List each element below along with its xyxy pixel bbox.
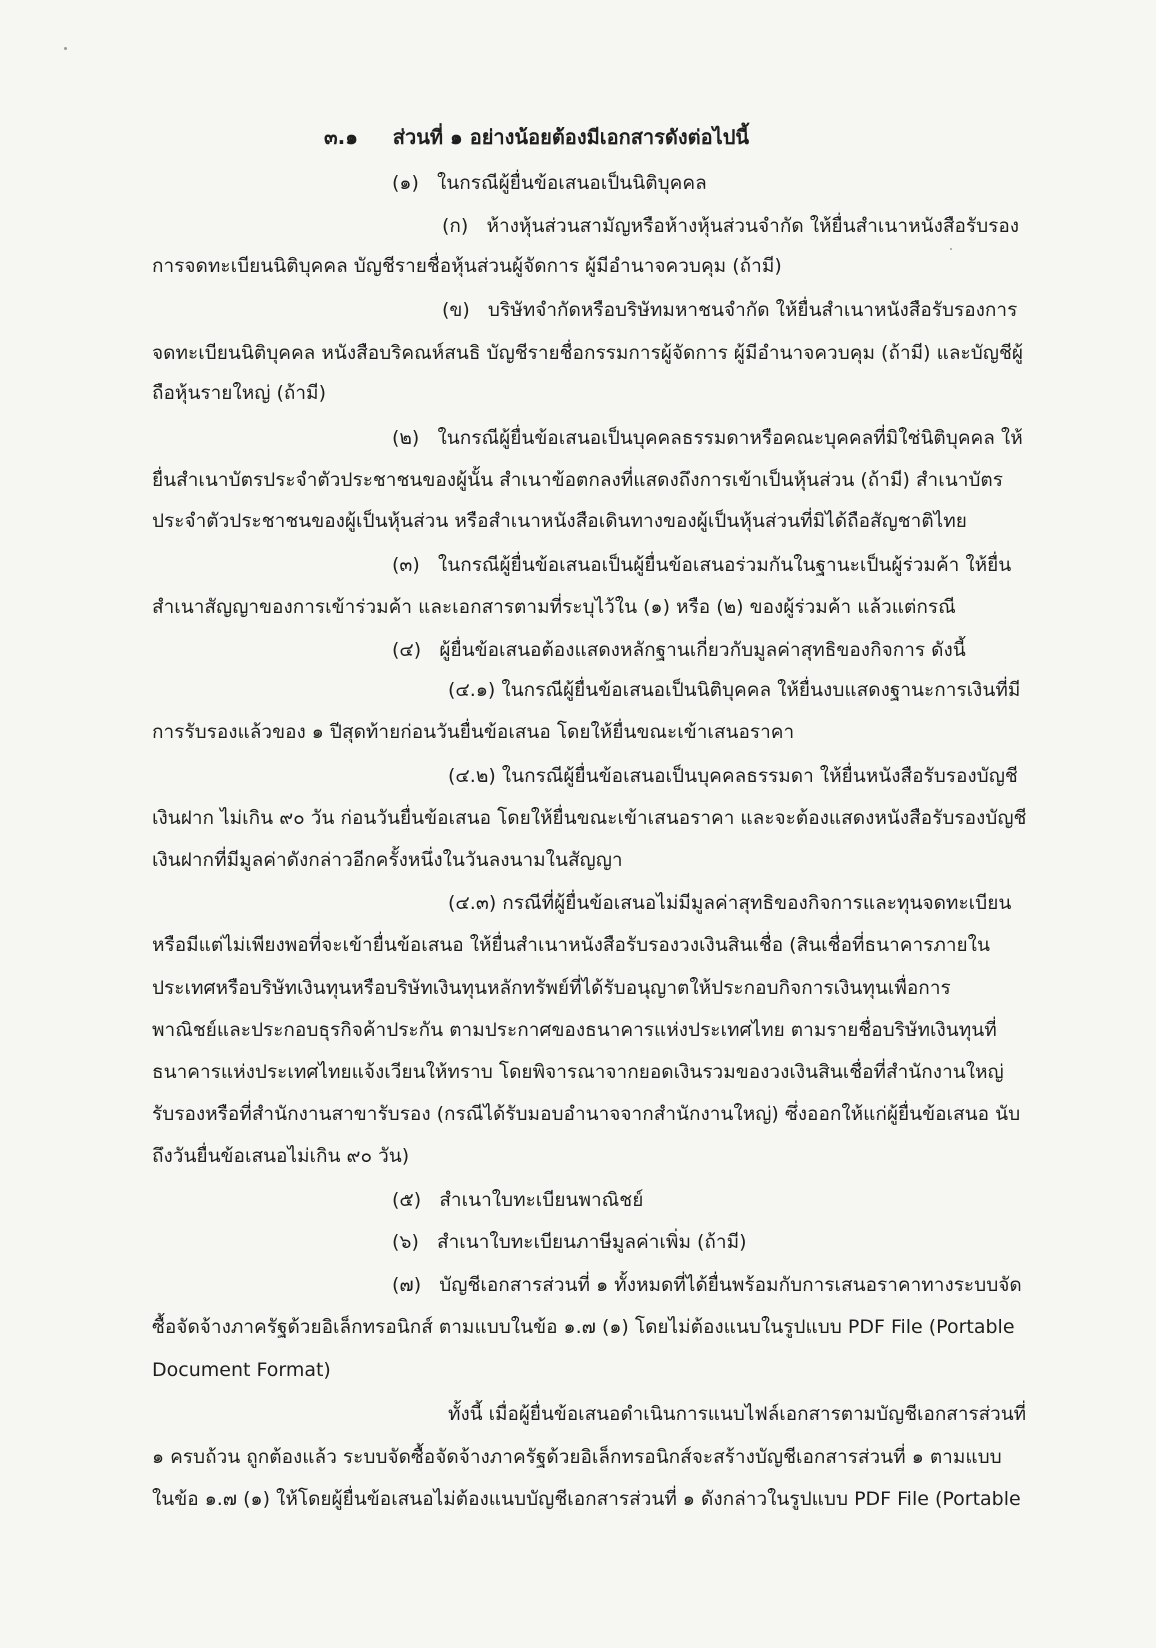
item-1-title: (๑) ในกรณีผู้ยื่นข้อเสนอเป็นนิติบุคคล (392, 172, 707, 194)
item-4-3-line-7: ถึงวันยื่นข้อเสนอไม่เกิน ๙๐ วัน) (152, 1145, 410, 1167)
note-line-3: ในข้อ ๑.๗ (๑) ให้โดยผู้ยื่นข้อเสนอไม่ต้องแนบบัญชีเอกสารส่วนที่ ๑ ดังกล่าวในรูปแบบ PDF File (Portable (152, 1488, 1021, 1510)
note-line-2: ๑ ครบถ้วน ถูกต้องแล้ว ระบบจัดซื้อจัดจ้างภาครัฐด้วยอิเล็กทรอนิกส์จะสร้างบัญชีเอกสารส่วนที่ ๑ ตามแบบ (152, 1446, 1002, 1468)
item-4-3-line-3: ประเทศหรือบริษัทเงินทุนหรือบริษัทเงินทุนหลักทรัพย์ที่ได้รับอนุญาตให้ประกอบกิจการเงินทุนเพื่อการ (152, 977, 951, 999)
item-4-title: (๔) ผู้ยื่นข้อเสนอต้องแสดงหลักฐานเกี่ยวกับมูลค่าสุทธิของกิจการ ดังนี้ (392, 639, 966, 661)
item-4-3-line-1: (๔.๓) กรณีที่ผู้ยื่นข้อเสนอไม่มีมูลค่าสุทธิของกิจการและทุนจดทะเบียน (448, 892, 1012, 914)
section-heading: ๓.๑ ส่วนที่ ๑ อย่างน้อยต้องมีเอกสารดังต่อไปนี้ (324, 125, 750, 149)
scan-speck (950, 248, 952, 250)
item-7-line-1: (๗) บัญชีเอกสารส่วนที่ ๑ ทั้งหมดที่ได้ยื่นพร้อมกับการเสนอราคาทางระบบจัด (392, 1274, 1022, 1296)
item-4-1-line-2: การรับรองแล้วของ ๑ ปีสุดท้ายก่อนวันยื่นข้อเสนอ โดยให้ยื่นขณะเข้าเสนอราคา (152, 721, 795, 743)
item-4-2-line-3: เงินฝากที่มีมูลค่าดังกล่าวอีกครั้งหนึ่งในวันลงนามในสัญญา (152, 849, 623, 871)
note-line-1: ทั้งนี้ เมื่อผู้ยื่นข้อเสนอดำเนินการแนบไฟล์เอกสารตามบัญชีเอกสารส่วนที่ (448, 1403, 1027, 1425)
item-1a-line-2: การจดทะเบียนนิติบุคคล บัญชีรายชื่อหุ้นส่วนผู้จัดการ ผู้มีอำนาจควบคุม (ถ้ามี) (152, 255, 782, 277)
item-1a-line-1: (ก) ห้างหุ้นส่วนสามัญหรือห้างหุ้นส่วนจำกัด ให้ยื่นสำเนาหนังสือรับรอง (442, 215, 1020, 237)
item-2-line-1: (๒) ในกรณีผู้ยื่นข้อเสนอเป็นบุคคลธรรมดาหรือคณะบุคคลที่มิใช่นิติบุคคล ให้ (392, 427, 1023, 449)
item-4-3-line-2: หรือมีแต่ไม่เพียงพอที่จะเข้ายื่นข้อเสนอ ให้ยื่นสำเนาหนังสือรับรองวงเงินสินเชื่อ (สินเชื่อที่ธนาคารภายใน (152, 934, 990, 956)
item-2-line-2: ยื่นสำเนาบัตรประจำตัวประชาชนของผู้นั้น สำเนาข้อตกลงที่แสดงถึงการเข้าเป็นหุ้นส่วน (ถ้ามี) สำเนาบัตร (152, 469, 1003, 491)
item-5: (๕) สำเนาใบทะเบียนพาณิชย์ (392, 1189, 644, 1211)
item-1b-line-2: จดทะเบียนนิติบุคคล หนังสือบริคณห์สนธิ บัญชีรายชื่อกรรมการผู้จัดการ ผู้มีอำนาจควบคุม (ถ้ามี) และบัญชีผู้ (152, 342, 1023, 364)
item-4-1-line-1: (๔.๑) ในกรณีผู้ยื่นข้อเสนอเป็นนิติบุคคล ให้ยื่นงบแสดงฐานะการเงินที่มี (448, 679, 1021, 701)
item-2-line-3: ประจำตัวประชาชนของผู้เป็นหุ้นส่วน หรือสำเนาหนังสือเดินทางของผู้เป็นหุ้นส่วนที่มิได้ถือสัญชาติไทย (152, 510, 967, 532)
item-6: (๖) สำเนาใบทะเบียนภาษีมูลค่าเพิ่ม (ถ้ามี) (392, 1231, 747, 1253)
item-3-line-2: สำเนาสัญญาของการเข้าร่วมค้า และเอกสารตามที่ระบุไว้ใน (๑) หรือ (๒) ของผู้ร่วมค้า แล้วแต่กรณี (152, 596, 956, 618)
item-1b-line-1: (ข) บริษัทจำกัดหรือบริษัทมหาชนจำกัด ให้ยื่นสำเนาหนังสือรับรองการ (442, 299, 1018, 321)
item-4-2-line-1: (๔.๒) ในกรณีผู้ยื่นข้อเสนอเป็นบุคคลธรรมดา ให้ยื่นหนังสือรับรองบัญชี (448, 765, 1018, 787)
item-4-3-line-4: พาณิชย์และประกอบธุรกิจค้าประกัน ตามประกาศของธนาคารแห่งประเทศไทย ตามรายชื่อบริษัทเงินทุนที่ (152, 1019, 997, 1041)
item-7-line-2: ซื้อจัดจ้างภาครัฐด้วยอิเล็กทรอนิกส์ ตามแบบในข้อ ๑.๗ (๑) โดยไม่ต้องแนบในรูปแบบ PDF File (Portable (152, 1316, 1015, 1338)
item-4-3-line-6: รับรองหรือที่สำนักงานสาขารับรอง (กรณีได้รับมอบอำนาจจากสำนักงานใหญ่) ซึ่งออกให้แก่ผู้ยื่นข้อเสนอ นับ (152, 1103, 1021, 1125)
item-4-3-line-5: ธนาคารแห่งประเทศไทยแจ้งเวียนให้ทราบ โดยพิจารณาจากยอดเงินรวมของวงเงินสินเชื่อที่สำนักงานใหญ่ (152, 1061, 1004, 1083)
item-1b-line-3: ถือหุ้นรายใหญ่ (ถ้ามี) (152, 382, 326, 404)
item-7-line-3: Document Format) (152, 1359, 331, 1381)
item-4-2-line-2: เงินฝาก ไม่เกิน ๙๐ วัน ก่อนวันยื่นข้อเสนอ โดยให้ยื่นขณะเข้าเสนอราคา และจะต้องแสดงหนังสือรับรองบัญชี (152, 807, 1027, 829)
item-3-line-1: (๓) ในกรณีผู้ยื่นข้อเสนอเป็นผู้ยื่นข้อเสนอร่วมกันในฐานะเป็นผู้ร่วมค้า ให้ยื่น (392, 554, 1012, 576)
scan-speck (64, 47, 67, 50)
